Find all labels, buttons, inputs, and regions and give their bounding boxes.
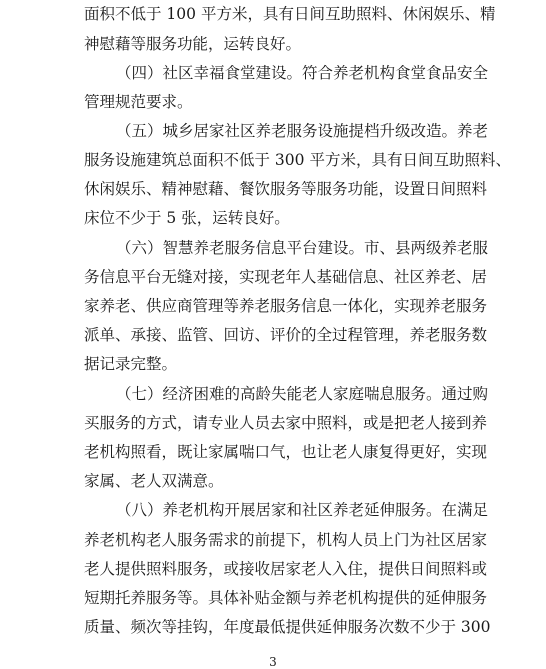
section-heading-line: （八）养老机构开展居家和社区养老延伸服务。在满足 — [116, 501, 489, 519]
text-line: 管理规范要求。 — [84, 93, 193, 111]
text-line: 休闲娱乐、精神慰藉、餐饮服务等服务功能，设置日间照料 — [84, 180, 488, 198]
text-line: 据记录完整。 — [84, 355, 178, 373]
section-heading-line: （六）智慧养老服务信息平台建设。市、县两级养老服 — [116, 239, 489, 257]
page-number: 3 — [269, 655, 277, 669]
text-line: 务信息平台无缝对接，实现老年人基础信息、社区养老、居 — [84, 268, 488, 286]
text-line: 养老机构老人服务需求的前提下，机构人员上门为社区居家 — [84, 531, 488, 549]
text-line: 老机构照看，既让家属喘口气，也让老人康复得更好，实现 — [84, 443, 488, 461]
text-line: 家属、老人双满意。 — [84, 472, 224, 490]
text-line: 质量、频次等挂钩，年度最低提供延伸服务次数不少于 300 — [84, 618, 491, 636]
text-line: 派单、承接、监管、回访、评价的全过程管理，养老服务数 — [84, 326, 488, 344]
text-line: 神慰藉等服务功能，运转良好。 — [84, 35, 302, 53]
text-line: 买服务的方式，请专业人员去家中照料，或是把老人接到养 — [84, 414, 488, 432]
text-line: 服务设施建筑总面积不低于 300 平方米，具有日间互助照料、 — [84, 151, 511, 169]
text-line: 床位不少于 5 张，运转良好。 — [84, 209, 290, 227]
text-line: 老人提供照料服务，或接收居家老人入住，提供日间照料或 — [84, 560, 488, 578]
text-line: 面积不低于 100 平方米，具有日间互助照料、休闲娱乐、精 — [84, 5, 496, 23]
section-heading-line: （四）社区幸福食堂建设。符合养老机构食堂食品安全 — [116, 64, 489, 82]
text-line: 家养老、供应商管理等养老服务信息一体化，实现养老服务 — [84, 297, 488, 315]
section-heading-line: （五）城乡居家社区养老服务设施提档升级改造。养老 — [116, 122, 489, 140]
text-line: 短期托养服务等。具体补贴金额与养老机构提供的延伸服务 — [84, 589, 488, 607]
section-heading-line: （七）经济困难的高龄失能老人家庭喘息服务。通过购 — [116, 385, 489, 403]
